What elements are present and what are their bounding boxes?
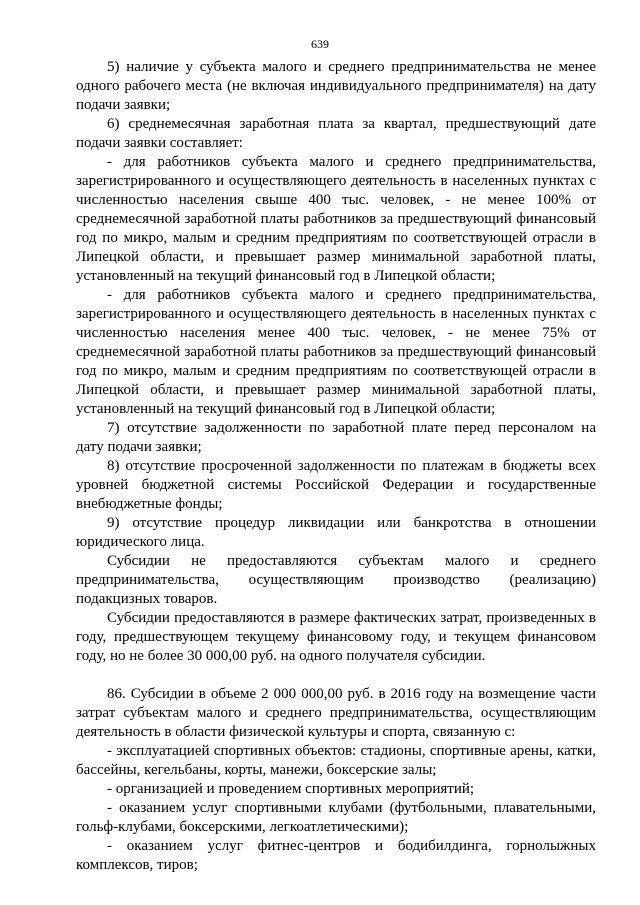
paragraph-item-6: 6) среднемесячная заработная плата за квартал, предшествующий дате подачи заявки составляет: xyxy=(76,116,596,151)
paragraph-item-8: 8) отсутствие просроченной задолженности по платежам в бюджеты всех уровней бюджетной системы Российской Федерации и государственные внебюджетные фонды; xyxy=(76,458,596,512)
list-item-fitness-centers: - оказанием услуг фитнес-центров и бодибилдинга, горнолыжных комплексов, тиров; xyxy=(76,838,596,873)
paragraph-salary-large-cities: - для работников субъекта малого и среднего предпринимательства, зарегистрированного и осуществляющего деятельность в населенных пунктах с численностью населения свыше 400 тыс. человек, - не менее 100% от среднемесячной заработной платы работников за предшествующий финансовый год по микро, малым и средним предприятиям по соответствующей отрасли в Липецкой области, и превышает размер минимальной заработной платы, установленный на текущий финансовый год в Липецкой области; xyxy=(76,154,596,284)
page-number: 639 xyxy=(311,37,329,51)
section-gap xyxy=(76,666,596,685)
paragraph-item-7: 7) отсутствие задолженности по заработной плате перед персоналом на дату подачи заявки; xyxy=(76,420,596,455)
document-body xyxy=(76,58,596,875)
paragraph-salary-small-cities: - для работников субъекта малого и среднего предпринимательства, зарегистрированного и осуществляющего деятельность в населенных пунктах с численностью населения менее 400 тыс. человек, - не менее 75% от среднемесячной заработной платы работников за предшествующий финансовый год по микро, малым и средним предприятиям по соответствующей отрасли в Липецкой области, и превышает размер минимальной заработной платы, установленный на текущий финансовый год в Липецкой области; xyxy=(76,287,596,417)
list-item-sports-events: - организацией и проведением спортивных мероприятий; xyxy=(107,781,475,797)
list-item-sports-clubs: - оказанием услуг спортивными клубами (футбольными, плавательными, гольф-клубами, боксерскими, легкоатлетическими); xyxy=(76,800,596,835)
paragraph-excise-exclusion: Субсидии не предоставляются субъектам малого и среднего предпринимательства, осуществляющим производство (реализацию) подакцизных товаров. xyxy=(76,553,596,607)
paragraph-item-9: 9) отсутствие процедур ликвидации или банкротства в отношении юридического лица. xyxy=(76,515,596,550)
list-item-sports-facilities: - эксплуатацией спортивных объектов: стадионы, спортивные арены, катки, бассейны, кегельбаны, корты, манежи, боксерские залы; xyxy=(76,743,596,778)
paragraph-section-86: 86. Субсидии в объеме 2 000 000,00 руб. в 2016 году на возмещение части затрат субъектам малого и среднего предпринимательства, осуществляющим деятельность в области физической культуры и спорта, связанную с: xyxy=(76,686,596,740)
paragraph-item-5: 5) наличие у субъекта малого и среднего предпринимательства не менее одного рабочего места (не включая индивидуального предпринимателя) на дату подачи заявки; xyxy=(76,59,596,113)
paragraph-subsidy-amount: Субсидии предоставляются в размере фактических затрат, произведенных в году, предшествующем текущему финансовому году, и текущем финансовом году, но не более 30 000,00 руб. на одного получателя субсидии. xyxy=(76,610,596,664)
